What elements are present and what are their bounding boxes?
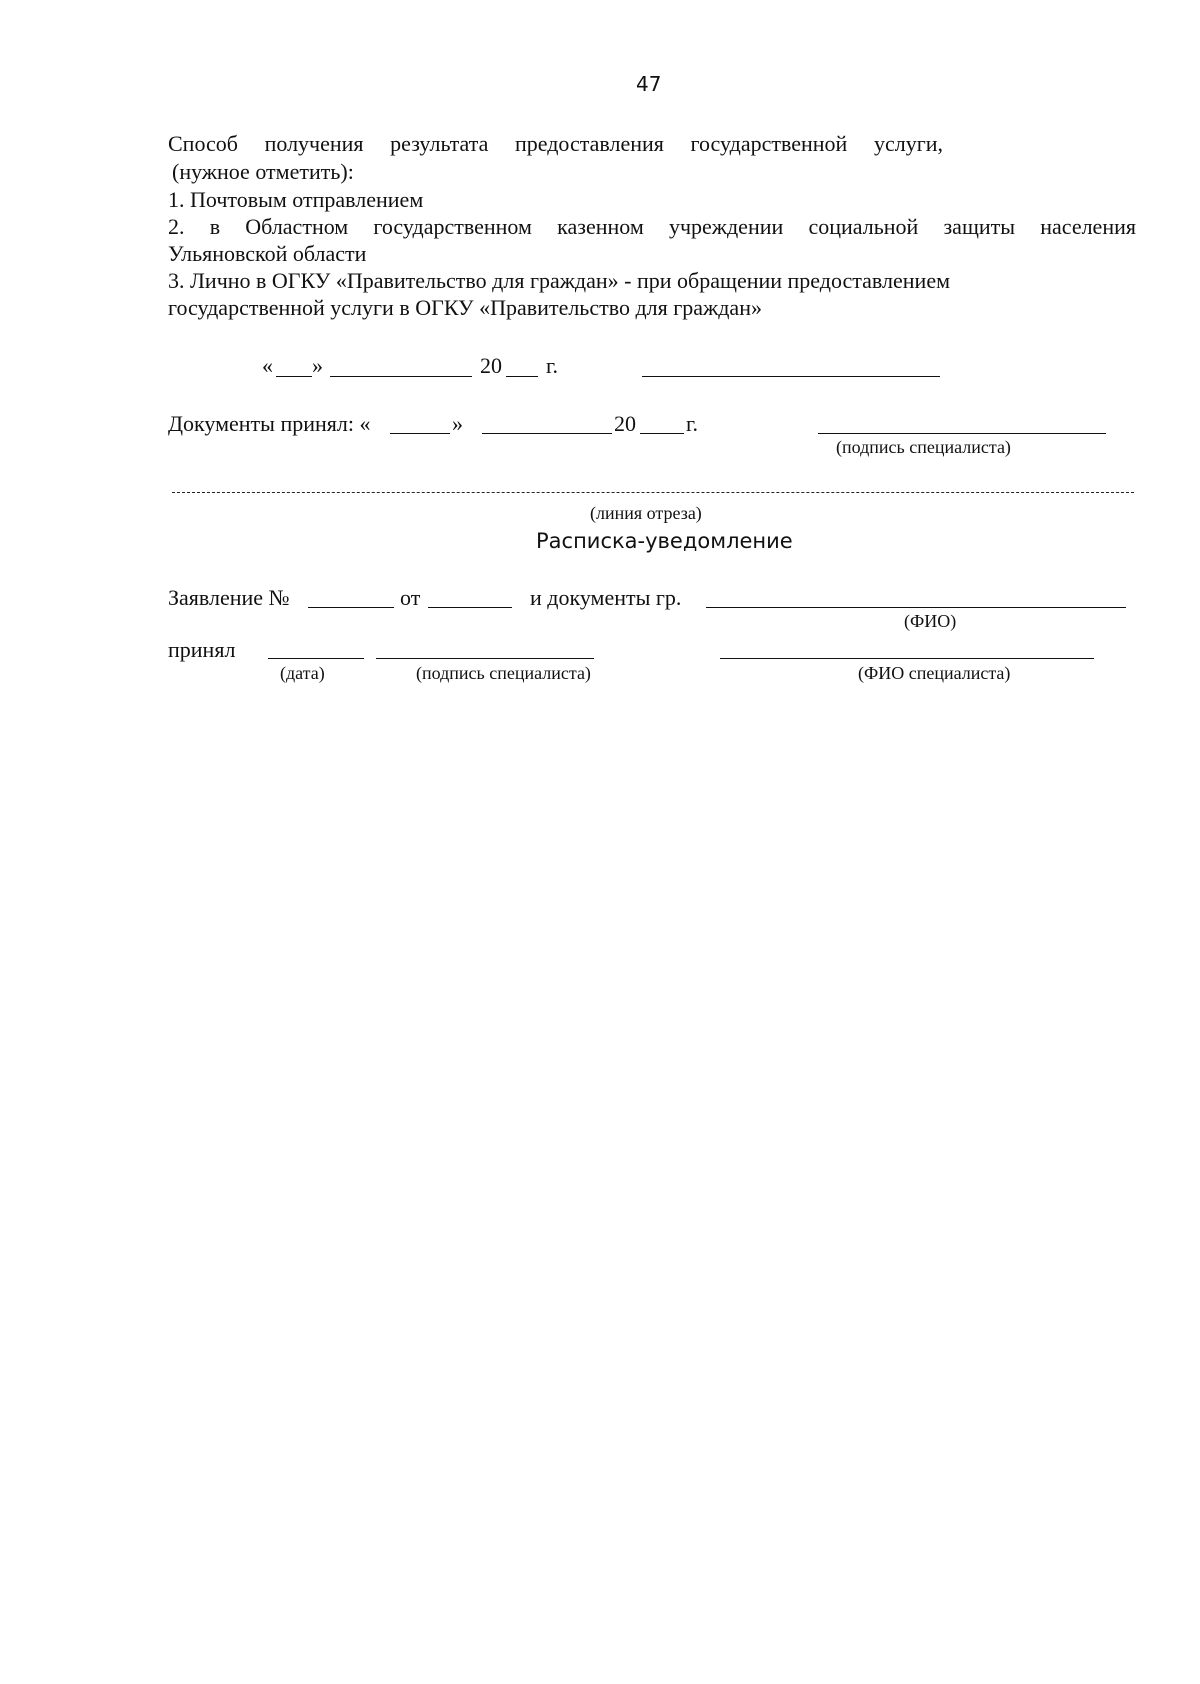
- fio-caption: (ФИО): [904, 611, 957, 631]
- receipt-date-blank-line: [268, 658, 364, 659]
- date-close-quote: »: [312, 353, 323, 378]
- cut-line-caption: (линия отреза): [590, 503, 702, 523]
- method-note: (нужное отметить):: [172, 159, 354, 184]
- accepted-signature-caption: (подпись специалиста): [836, 437, 1011, 457]
- accepted-month-blank-line: [482, 433, 612, 434]
- accepted-by-label: принял: [168, 637, 236, 662]
- year-prefix: 20: [480, 353, 502, 378]
- fio-blank-line: [706, 607, 1126, 608]
- page-number: 47: [636, 72, 662, 96]
- accepted-label: Документы принял: «: [168, 411, 371, 436]
- signature-blank-line: [642, 376, 940, 377]
- receipt-signature-blank-line: [376, 658, 594, 659]
- accepted-day-blank-line: [390, 433, 450, 434]
- documents-label: и документы гр.: [530, 585, 682, 610]
- from-label: от: [400, 585, 421, 610]
- receipt-signature-caption: (подпись специалиста): [416, 663, 591, 683]
- application-label: Заявление №: [168, 585, 290, 610]
- application-number-blank-line: [308, 607, 394, 608]
- specialist-fio-caption: (ФИО специалиста): [858, 663, 1011, 683]
- method-option-2: 2. в Областном государственном казенном учреждении социальной защиты населения: [168, 214, 1136, 239]
- from-date-blank-line: [428, 607, 512, 608]
- accepted-signature-blank-line: [818, 433, 1106, 434]
- accepted-close-quote: »: [452, 411, 463, 436]
- method-option-3: 3. Лично в ОГКУ «Правительство для граждан» - при обращении предоставлением: [168, 268, 950, 293]
- cut-line: [172, 492, 1134, 493]
- accepted-year-suffix: г.: [686, 411, 699, 436]
- receipt-title: Расписка-уведомление: [536, 529, 793, 553]
- method-option-3-cont: государственной услуги в ОГКУ «Правительство для граждан»: [168, 295, 762, 320]
- date-open-quote: «: [262, 353, 273, 378]
- year-blank-line: [506, 376, 538, 377]
- method-option-2-cont: Ульяновской области: [168, 241, 367, 266]
- specialist-fio-blank-line: [720, 658, 1094, 659]
- month-blank-line: [330, 376, 472, 377]
- year-suffix: г.: [546, 353, 559, 378]
- method-option-1: 1. Почтовым отправлением: [168, 187, 424, 212]
- day-blank-line: [276, 376, 312, 377]
- accepted-year-prefix: 20: [614, 411, 636, 436]
- date-caption: (дата): [280, 663, 325, 683]
- accepted-year-blank-line: [640, 433, 684, 434]
- method-heading: Способ получения результата предоставления государственной услуги,: [168, 131, 943, 156]
